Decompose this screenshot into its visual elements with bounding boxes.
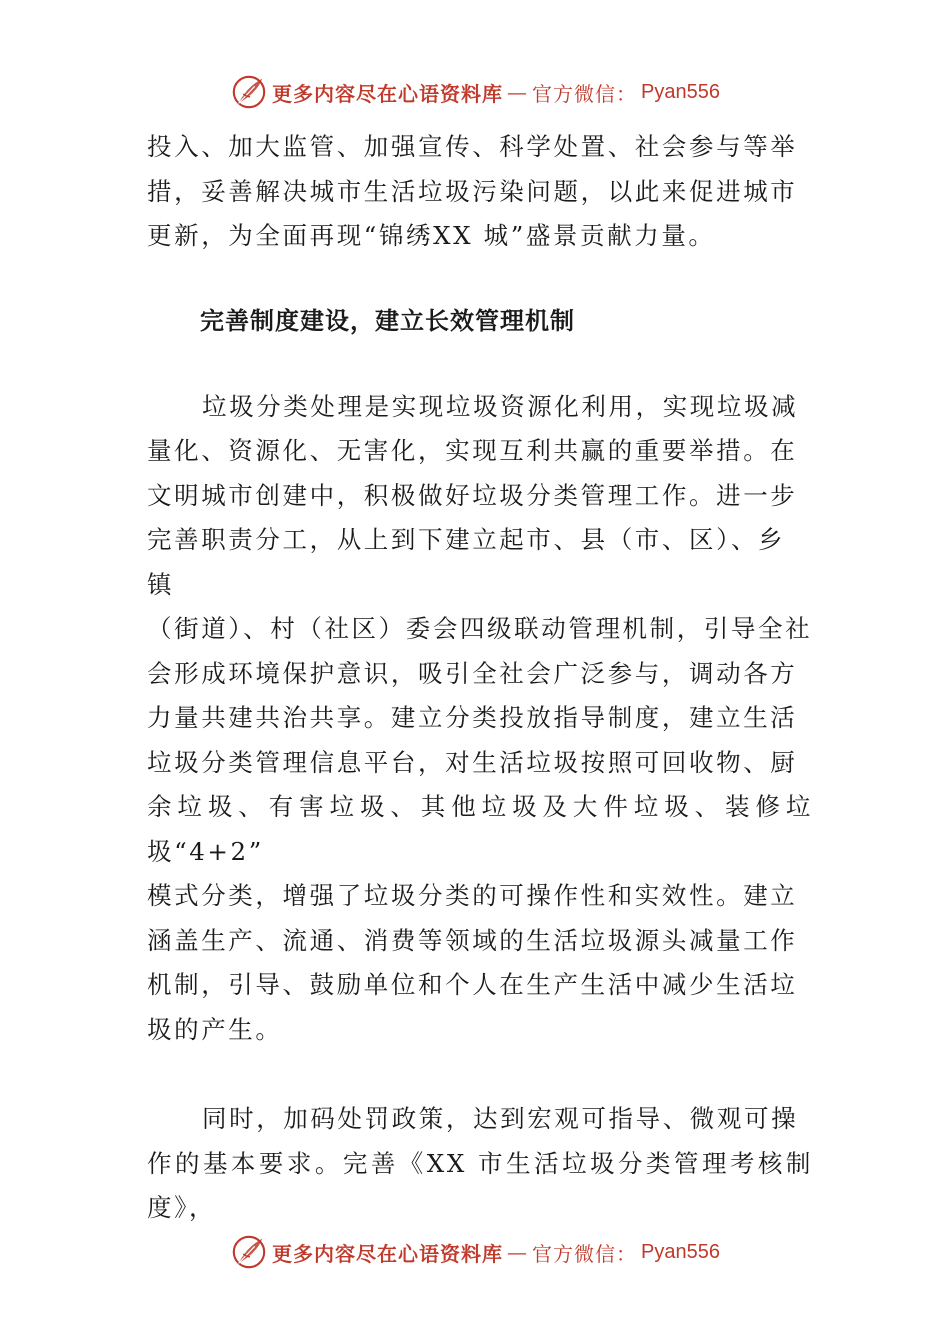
- watermark-wechat-id: Pyan556: [641, 1240, 720, 1263]
- header-watermark: [0, 70, 950, 114]
- feather-quill-logo-icon: [230, 73, 268, 111]
- paragraph-spacer: [147, 1052, 813, 1097]
- watermark-wechat-label: 官方微信：: [532, 81, 638, 106]
- document-body: [147, 125, 813, 1231]
- footer-watermark: [0, 1230, 950, 1274]
- text-line: 机制，引导、鼓励单位和个人在生产生活中减少生活垃: [147, 970, 798, 999]
- text-line: 余垃圾、有害垃圾、其他垃圾及大件垃圾、装修垃圾“4+2”: [147, 792, 813, 866]
- watermark-separator: —: [507, 80, 529, 104]
- watermark-wechat-label: 官方微信：: [532, 1241, 638, 1266]
- text-line: 涵盖生产、流通、消费等领域的生活垃圾源头减量工作: [147, 925, 798, 955]
- text-line: 力量共建共治共享。建立分类投放指导制度，建立生活: [147, 703, 798, 732]
- text-line: 完善职责分工，从上到下建立起市、县（市、区）、乡: [147, 525, 786, 554]
- intro-paragraph: [147, 125, 813, 259]
- watermark-brand: 更多内容尽在心语资料库: [272, 1241, 504, 1266]
- watermark-wechat-id: Pyan556: [641, 80, 720, 103]
- text-line: 垃圾分类管理信息平台，对生活垃圾按照可回收物、厨: [147, 747, 798, 777]
- text-line: 措，妥善解决城市生活垃圾污染问题，以此来促进城市: [147, 176, 798, 206]
- paragraph-penalty-policy: [147, 1097, 813, 1231]
- text-line: 更新，为全面再现“锦绣XX 城”盛景贡献力量。: [147, 221, 716, 250]
- text-line: 文明城市创建中，积极做好垃圾分类管理工作。进一步: [147, 480, 798, 510]
- text-line: 镇: [147, 569, 175, 599]
- text-line: 垃圾分类处理是实现垃圾资源化利用，实现垃圾减: [202, 391, 799, 421]
- text-line: 模式分类，增强了垃圾分类的可操作性和实效性。建立: [147, 881, 798, 910]
- section-heading: 完善制度建设，建立长效管理机制: [200, 306, 575, 335]
- watermark-brand: 更多内容尽在心语资料库: [272, 81, 504, 106]
- text-line: 同时，加码处罚政策，达到宏观可指导、微观可操: [202, 1104, 799, 1133]
- watermark-separator: —: [507, 1240, 529, 1264]
- text-line: 圾的产生。: [147, 1014, 283, 1044]
- text-line: 作的基本要求。完善《XX 市生活垃圾分类管理考核制度》，: [147, 1148, 813, 1222]
- text-line: （街道）、村（社区）委会四级联动管理机制，引导全社: [147, 614, 813, 643]
- paragraph-garbage-classification: [147, 385, 813, 608]
- text-line: 会形成环境保护意识，吸引全社会广泛参与，调动各方: [147, 658, 798, 688]
- feather-quill-logo-icon: [230, 1233, 268, 1271]
- text-line: 量化、资源化、无害化，实现互利共赢的重要举措。在: [147, 436, 798, 465]
- paragraph-management-mechanism: [147, 607, 813, 1052]
- text-line: 投入、加大监管、加强宣传、科学处置、社会参与等举: [147, 132, 798, 161]
